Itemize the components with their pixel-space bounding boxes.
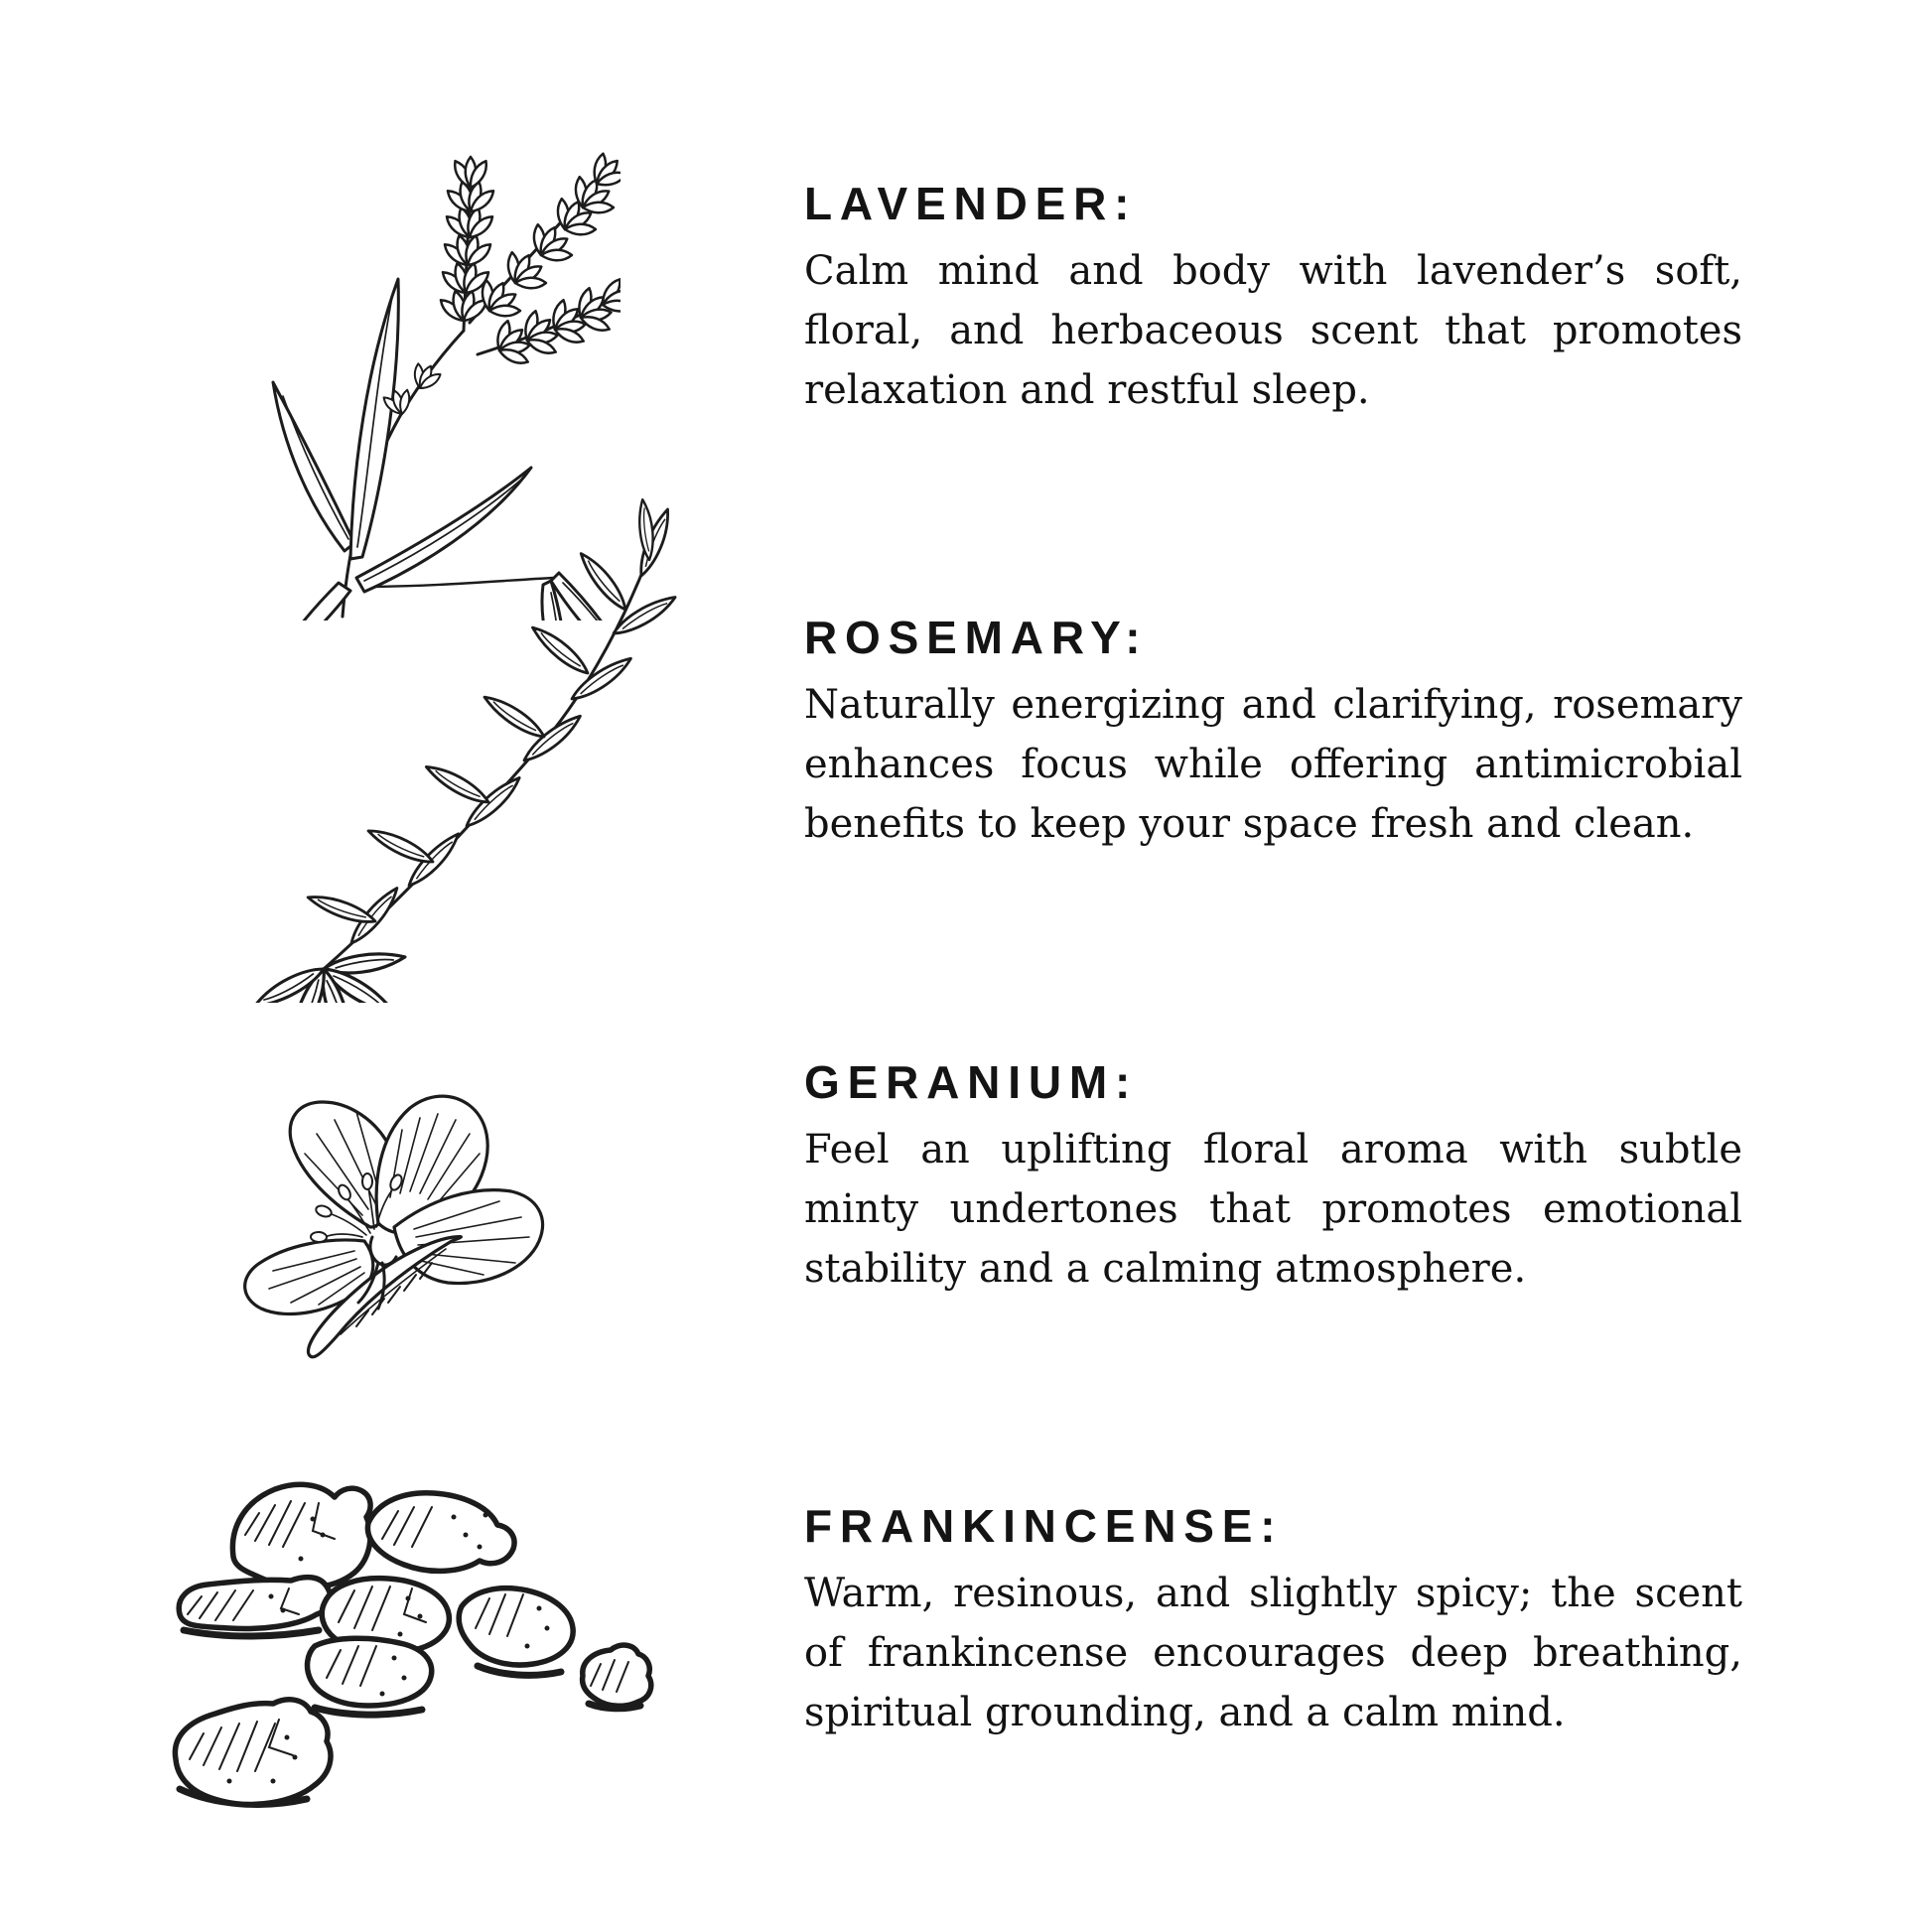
section-lavender xyxy=(804,179,1742,420)
frankincense-resin-illustration xyxy=(84,1440,660,1866)
section-body: Calm mind and body with lavender’s soft, floral, and herbaceous scent that promotes relaxation and restful sleep. xyxy=(804,247,1742,413)
rosemary-sprig-illustration xyxy=(139,486,755,1003)
section-heading: ROSEMARY: xyxy=(804,612,1149,663)
section-body: Naturally energizing and clarifying, rosemary enhances focus while offering antimicrobial benefits to keep your space fresh and clean. xyxy=(804,681,1742,847)
section-heading: LAVENDER: xyxy=(804,178,1138,229)
section-heading: GERANIUM: xyxy=(804,1056,1139,1108)
section-frankincense xyxy=(804,1501,1742,1742)
section-geranium xyxy=(804,1057,1742,1299)
section-body: Warm, resinous, and slightly spicy; the scent of frankincense encourages deep breathing, spiritual grounding, and a calm mind. xyxy=(804,1570,1742,1735)
section-rosemary xyxy=(804,613,1742,854)
section-body: Feel an uplifting floral aroma with subtle minty undertones that promotes emotional stability and a calming atmosphere. xyxy=(804,1126,1742,1292)
section-heading: FRANKINCENSE: xyxy=(804,1500,1284,1552)
geranium-flower-illustration xyxy=(134,1042,601,1400)
